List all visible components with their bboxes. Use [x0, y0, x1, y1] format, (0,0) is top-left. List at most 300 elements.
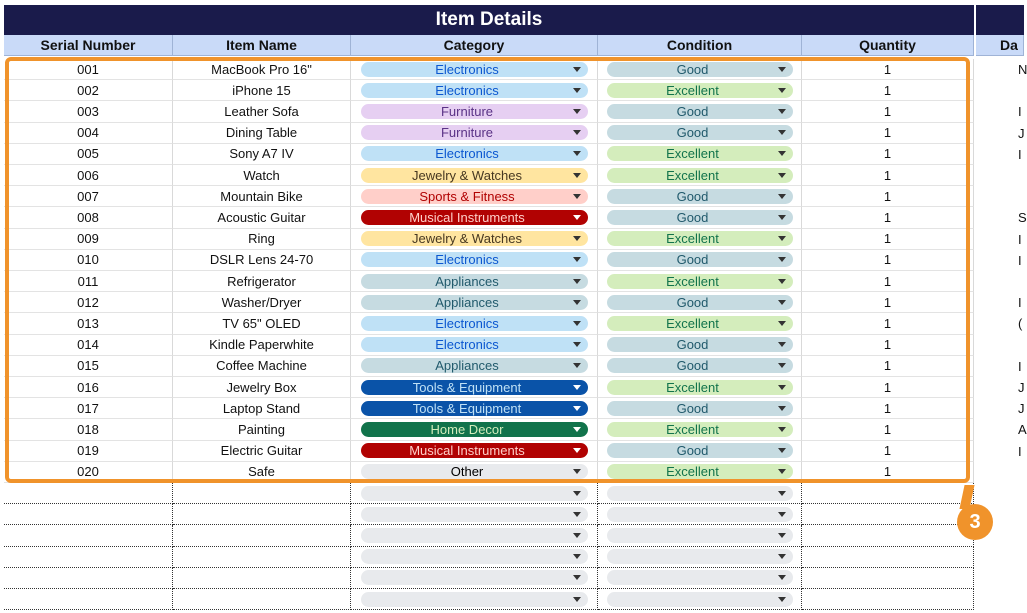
cell-qty[interactable] — [802, 335, 974, 356]
date-cell-fragment: I — [1018, 252, 1022, 268]
dropdown-arrow-icon[interactable] — [778, 427, 786, 432]
dropdown-arrow-icon[interactable] — [573, 67, 581, 72]
cell-serial[interactable] — [4, 186, 173, 207]
cell-category[interactable] — [351, 186, 598, 207]
cell-qty[interactable] — [802, 504, 974, 525]
dropdown-arrow-icon[interactable] — [778, 597, 786, 602]
cell-qty[interactable] — [802, 271, 974, 292]
condition-dropdown[interactable] — [607, 316, 793, 331]
condition-dropdown[interactable] — [607, 337, 793, 352]
cell-serial[interactable] — [4, 483, 173, 504]
serial-value: 018 — [77, 421, 99, 437]
cell-name[interactable] — [173, 483, 351, 504]
cell-condition[interactable] — [598, 313, 802, 334]
cell-serial[interactable] — [4, 144, 173, 165]
cell-qty[interactable] — [802, 292, 974, 313]
category-dropdown[interactable] — [361, 443, 588, 458]
cell-serial[interactable] — [4, 313, 173, 334]
dropdown-arrow-icon[interactable] — [573, 130, 581, 135]
cell-category[interactable] — [351, 568, 598, 589]
cell-condition[interactable] — [598, 250, 802, 271]
serial-value: 009 — [77, 231, 99, 247]
dropdown-arrow-icon[interactable] — [778, 130, 786, 135]
cell-serial[interactable] — [4, 589, 173, 610]
cell-condition[interactable] — [598, 589, 802, 610]
cell-serial[interactable] — [4, 441, 173, 462]
condition-dropdown[interactable] — [607, 358, 793, 373]
dropdown-arrow-icon[interactable] — [573, 406, 581, 411]
serial-value: 012 — [77, 294, 99, 310]
dropdown-arrow-icon[interactable] — [573, 215, 581, 220]
dropdown-arrow-icon[interactable] — [573, 469, 581, 474]
cell-condition[interactable] — [598, 186, 802, 207]
serial-value: 015 — [77, 358, 99, 374]
header-date-partial[interactable]: Da — [976, 35, 1024, 56]
cell-qty[interactable] — [802, 80, 974, 101]
cell-category[interactable] — [351, 356, 598, 377]
condition-dropdown[interactable] — [607, 528, 793, 543]
serial-value: 020 — [77, 464, 99, 480]
category-label: Home Decor — [430, 421, 504, 437]
category-dropdown[interactable] — [361, 486, 588, 501]
date-cell-fragment: ( — [1018, 316, 1023, 332]
condition-dropdown[interactable] — [607, 443, 793, 458]
condition-dropdown[interactable] — [607, 252, 793, 267]
cell-qty[interactable] — [802, 229, 974, 250]
annotation-badge: 3 — [957, 504, 993, 540]
cell-condition[interactable] — [598, 165, 802, 186]
dropdown-arrow-icon[interactable] — [778, 109, 786, 114]
dropdown-arrow-icon[interactable] — [573, 173, 581, 178]
category-dropdown[interactable] — [361, 316, 588, 331]
dropdown-arrow-icon[interactable] — [778, 300, 786, 305]
condition-label: Excellent — [666, 464, 719, 480]
category-label: Tools & Equipment — [412, 400, 522, 416]
cell-name[interactable] — [173, 59, 351, 80]
cell-qty[interactable] — [802, 525, 974, 546]
cell-name[interactable] — [173, 271, 351, 292]
category-label: Electronics — [435, 337, 499, 353]
cell-name[interactable] — [173, 250, 351, 271]
cell-serial[interactable] — [4, 207, 173, 228]
name-value: DSLR Lens 24-70 — [209, 252, 314, 268]
cell-condition[interactable] — [598, 292, 802, 313]
cell-condition[interactable] — [598, 568, 802, 589]
condition-dropdown[interactable] — [607, 146, 793, 161]
condition-label: Good — [676, 294, 709, 310]
cell-condition[interactable] — [598, 525, 802, 546]
cell-serial[interactable] — [4, 292, 173, 313]
condition-dropdown[interactable] — [607, 125, 793, 140]
category-dropdown[interactable] — [361, 549, 588, 564]
cell-serial[interactable] — [4, 547, 173, 568]
condition-label: Good — [676, 209, 709, 225]
cell-condition[interactable] — [598, 123, 802, 144]
cell-category[interactable] — [351, 101, 598, 122]
date-cell-fragment: A — [1018, 422, 1027, 438]
cell-condition[interactable] — [598, 80, 802, 101]
condition-dropdown[interactable] — [607, 168, 793, 183]
table-row — [0, 441, 1024, 462]
category-dropdown[interactable] — [361, 401, 588, 416]
cell-qty[interactable] — [802, 483, 974, 504]
category-dropdown[interactable] — [361, 252, 588, 267]
cell-serial[interactable] — [4, 525, 173, 546]
cell-qty[interactable] — [802, 186, 974, 207]
serial-value: 008 — [77, 209, 99, 225]
qty-value: 1 — [883, 443, 892, 459]
condition-dropdown[interactable] — [607, 592, 793, 607]
category-dropdown[interactable] — [361, 146, 588, 161]
dropdown-arrow-icon[interactable] — [778, 448, 786, 453]
cell-serial[interactable] — [4, 568, 173, 589]
cell-qty[interactable] — [802, 441, 974, 462]
category-label: Tools & Equipment — [412, 379, 522, 395]
cell-name[interactable] — [173, 377, 351, 398]
dropdown-arrow-icon[interactable] — [778, 279, 786, 284]
dropdown-arrow-icon[interactable] — [573, 491, 581, 496]
dropdown-arrow-icon[interactable] — [778, 67, 786, 72]
cell-name[interactable] — [173, 504, 351, 525]
condition-dropdown[interactable] — [607, 570, 793, 585]
dropdown-arrow-icon[interactable] — [573, 554, 581, 559]
condition-dropdown[interactable] — [607, 295, 793, 310]
cell-condition[interactable] — [598, 547, 802, 568]
cell-serial[interactable] — [4, 462, 173, 483]
dropdown-arrow-icon[interactable] — [573, 109, 581, 114]
dropdown-arrow-icon[interactable] — [778, 533, 786, 538]
dropdown-arrow-icon[interactable] — [778, 342, 786, 347]
condition-label: Good — [676, 252, 709, 268]
condition-dropdown[interactable] — [607, 549, 793, 564]
name-value: MacBook Pro 16" — [211, 61, 312, 77]
cell-qty[interactable] — [802, 144, 974, 165]
serial-value: 003 — [77, 103, 99, 119]
cell-category[interactable] — [351, 462, 598, 483]
category-label: Furniture — [440, 125, 494, 141]
dropdown-arrow-icon[interactable] — [778, 321, 786, 326]
table-row — [0, 123, 1024, 144]
cell-name[interactable] — [173, 207, 351, 228]
serial-value: 002 — [77, 82, 99, 98]
cell-qty[interactable] — [802, 568, 974, 589]
header-quantity[interactable]: Quantity — [802, 35, 974, 56]
cell-serial[interactable] — [4, 356, 173, 377]
cell-name[interactable] — [173, 547, 351, 568]
category-dropdown[interactable] — [361, 295, 588, 310]
cell-serial[interactable] — [4, 504, 173, 525]
cell-name[interactable] — [173, 123, 351, 144]
header-serial-number[interactable]: Serial Number — [4, 35, 173, 56]
cell-condition[interactable] — [598, 377, 802, 398]
name-value: Jewelry Box — [226, 379, 297, 395]
cell-condition[interactable] — [598, 419, 802, 440]
cell-condition[interactable] — [598, 504, 802, 525]
cell-category[interactable] — [351, 144, 598, 165]
table-row — [0, 250, 1024, 271]
cell-condition[interactable] — [598, 398, 802, 419]
cell-qty[interactable] — [802, 59, 974, 80]
cell-category[interactable] — [351, 547, 598, 568]
cell-serial[interactable] — [4, 229, 173, 250]
cell-category[interactable] — [351, 313, 598, 334]
dropdown-arrow-icon[interactable] — [778, 236, 786, 241]
qty-value: 1 — [883, 294, 892, 310]
cell-category[interactable] — [351, 377, 598, 398]
cell-qty[interactable] — [802, 589, 974, 610]
cell-category[interactable] — [351, 80, 598, 101]
cell-serial[interactable] — [4, 101, 173, 122]
dropdown-arrow-icon[interactable] — [573, 257, 581, 262]
cell-category[interactable] — [351, 250, 598, 271]
cell-condition[interactable] — [598, 271, 802, 292]
dropdown-arrow-icon[interactable] — [573, 88, 581, 93]
cell-qty[interactable] — [802, 250, 974, 271]
cell-category[interactable] — [351, 123, 598, 144]
category-dropdown[interactable] — [361, 210, 588, 225]
header-item-name[interactable]: Item Name — [173, 35, 351, 56]
cell-category[interactable] — [351, 271, 598, 292]
dropdown-arrow-icon[interactable] — [573, 427, 581, 432]
dropdown-arrow-icon[interactable] — [573, 151, 581, 156]
condition-label: Good — [676, 337, 709, 353]
cell-condition[interactable] — [598, 441, 802, 462]
cell-name[interactable] — [173, 292, 351, 313]
serial-value: 013 — [77, 315, 99, 331]
header-condition[interactable]: Condition — [598, 35, 802, 56]
dropdown-arrow-icon[interactable] — [573, 300, 581, 305]
cell-name[interactable] — [173, 335, 351, 356]
cell-category[interactable] — [351, 207, 598, 228]
cell-name[interactable] — [173, 80, 351, 101]
condition-dropdown[interactable] — [607, 507, 793, 522]
dropdown-arrow-icon[interactable] — [778, 512, 786, 517]
table-row — [0, 356, 1024, 377]
condition-dropdown[interactable] — [607, 401, 793, 416]
dropdown-arrow-icon[interactable] — [778, 469, 786, 474]
category-dropdown[interactable] — [361, 528, 588, 543]
category-dropdown[interactable] — [361, 337, 588, 352]
condition-label: Excellent — [666, 421, 719, 437]
category-dropdown[interactable] — [361, 83, 588, 98]
date-cell-fragment: I — [1018, 295, 1022, 311]
condition-dropdown[interactable] — [607, 422, 793, 437]
condition-dropdown[interactable] — [607, 231, 793, 246]
cell-serial[interactable] — [4, 59, 173, 80]
table-row — [0, 229, 1024, 250]
cell-qty[interactable] — [802, 462, 974, 483]
header-category[interactable]: Category — [351, 35, 598, 56]
serial-value: 001 — [77, 61, 99, 77]
cell-qty[interactable] — [802, 398, 974, 419]
condition-dropdown[interactable] — [607, 464, 793, 479]
cell-category[interactable] — [351, 165, 598, 186]
dropdown-arrow-icon[interactable] — [573, 597, 581, 602]
category-dropdown[interactable] — [361, 168, 588, 183]
cell-name[interactable] — [173, 356, 351, 377]
cell-condition[interactable] — [598, 101, 802, 122]
cell-name[interactable] — [173, 229, 351, 250]
cell-name[interactable] — [173, 525, 351, 546]
cell-category[interactable] — [351, 419, 598, 440]
cell-serial[interactable] — [4, 165, 173, 186]
cell-name[interactable] — [173, 101, 351, 122]
category-dropdown[interactable] — [361, 125, 588, 140]
category-dropdown[interactable] — [361, 464, 588, 479]
category-dropdown[interactable] — [361, 422, 588, 437]
cell-category[interactable] — [351, 335, 598, 356]
dropdown-arrow-icon[interactable] — [778, 194, 786, 199]
cell-qty[interactable] — [802, 123, 974, 144]
dropdown-arrow-icon[interactable] — [778, 575, 786, 580]
cell-name[interactable] — [173, 419, 351, 440]
dropdown-arrow-icon[interactable] — [778, 151, 786, 156]
category-dropdown[interactable] — [361, 274, 588, 289]
cell-qty[interactable] — [802, 356, 974, 377]
cell-category[interactable] — [351, 229, 598, 250]
table-row — [0, 377, 1024, 398]
cell-condition[interactable] — [598, 335, 802, 356]
cell-category[interactable] — [351, 504, 598, 525]
cell-condition[interactable] — [598, 462, 802, 483]
cell-name[interactable] — [173, 441, 351, 462]
qty-value: 1 — [883, 61, 892, 77]
dropdown-arrow-icon[interactable] — [573, 512, 581, 517]
cell-condition[interactable] — [598, 59, 802, 80]
table-row — [0, 419, 1027, 440]
cell-qty[interactable] — [802, 313, 974, 334]
cell-name[interactable] — [173, 568, 351, 589]
cell-condition[interactable] — [598, 483, 802, 504]
condition-dropdown[interactable] — [607, 380, 793, 395]
category-label: Electronics — [435, 82, 499, 98]
empty-row — [0, 568, 1024, 589]
qty-value: 1 — [883, 209, 892, 225]
category-label: Musical Instruments — [409, 443, 525, 459]
dropdown-arrow-icon[interactable] — [573, 236, 581, 241]
cell-serial[interactable] — [4, 398, 173, 419]
cell-category[interactable] — [351, 441, 598, 462]
dropdown-arrow-icon[interactable] — [573, 279, 581, 284]
dropdown-arrow-icon[interactable] — [778, 491, 786, 496]
condition-dropdown[interactable] — [607, 486, 793, 501]
dropdown-arrow-icon[interactable] — [778, 88, 786, 93]
category-label: Other — [450, 464, 484, 480]
cell-name[interactable] — [173, 165, 351, 186]
qty-value: 1 — [883, 273, 892, 289]
category-dropdown[interactable] — [361, 592, 588, 607]
condition-dropdown[interactable] — [607, 210, 793, 225]
cell-condition[interactable] — [598, 144, 802, 165]
category-dropdown[interactable] — [361, 104, 588, 119]
cell-condition[interactable] — [598, 356, 802, 377]
cell-serial[interactable] — [4, 377, 173, 398]
condition-dropdown[interactable] — [607, 189, 793, 204]
cell-category[interactable] — [351, 525, 598, 546]
category-label: Jewelry & Watches — [411, 167, 523, 183]
dropdown-arrow-icon[interactable] — [778, 257, 786, 262]
dropdown-arrow-icon[interactable] — [573, 363, 581, 368]
cell-serial[interactable] — [4, 250, 173, 271]
condition-label: Good — [676, 125, 709, 141]
dropdown-arrow-icon[interactable] — [778, 554, 786, 559]
cell-category[interactable] — [351, 398, 598, 419]
name-value: Acoustic Guitar — [217, 209, 306, 225]
qty-value: 1 — [883, 464, 892, 480]
condition-dropdown[interactable] — [607, 104, 793, 119]
qty-value: 1 — [883, 125, 892, 141]
condition-dropdown[interactable] — [607, 83, 793, 98]
cell-category[interactable] — [351, 483, 598, 504]
dropdown-arrow-icon[interactable] — [573, 194, 581, 199]
date-cell-fragment: J — [1018, 380, 1025, 395]
cell-name[interactable] — [173, 398, 351, 419]
dropdown-arrow-icon[interactable] — [778, 406, 786, 411]
cell-serial[interactable] — [4, 123, 173, 144]
cell-serial[interactable] — [4, 335, 173, 356]
category-dropdown[interactable] — [361, 570, 588, 585]
cell-serial[interactable] — [4, 271, 173, 292]
date-cell-fragment: S — [1018, 210, 1027, 226]
condition-dropdown[interactable] — [607, 274, 793, 289]
cell-qty[interactable] — [802, 101, 974, 122]
category-dropdown[interactable] — [361, 507, 588, 522]
cell-qty[interactable] — [802, 207, 974, 228]
dropdown-arrow-icon[interactable] — [573, 575, 581, 580]
cell-serial[interactable] — [4, 80, 173, 101]
dropdown-arrow-icon[interactable] — [778, 215, 786, 220]
qty-value: 1 — [883, 358, 892, 374]
category-label: Appliances — [435, 358, 499, 374]
dropdown-arrow-icon[interactable] — [573, 448, 581, 453]
dropdown-arrow-icon[interactable] — [778, 385, 786, 390]
cell-category[interactable] — [351, 59, 598, 80]
category-dropdown[interactable] — [361, 380, 588, 395]
cell-name[interactable] — [173, 186, 351, 207]
condition-label: Good — [676, 61, 709, 77]
name-value: Kindle Paperwhite — [209, 337, 314, 353]
dropdown-arrow-icon[interactable] — [573, 533, 581, 538]
cell-qty[interactable] — [802, 377, 974, 398]
cell-qty[interactable] — [802, 419, 974, 440]
empty-row — [0, 483, 1024, 504]
cell-qty[interactable] — [802, 165, 974, 186]
name-value: Electric Guitar — [220, 443, 303, 459]
condition-label: Excellent — [666, 231, 719, 247]
category-dropdown[interactable] — [361, 231, 588, 246]
dropdown-arrow-icon[interactable] — [573, 321, 581, 326]
cell-name[interactable] — [173, 144, 351, 165]
cell-qty[interactable] — [802, 547, 974, 568]
category-dropdown[interactable] — [361, 62, 588, 77]
cell-condition[interactable] — [598, 229, 802, 250]
cell-name[interactable] — [173, 462, 351, 483]
dropdown-arrow-icon[interactable] — [778, 363, 786, 368]
category-dropdown[interactable] — [361, 358, 588, 373]
cell-condition[interactable] — [598, 207, 802, 228]
cell-category[interactable] — [351, 589, 598, 610]
dropdown-arrow-icon[interactable] — [778, 173, 786, 178]
dropdown-arrow-icon[interactable] — [573, 385, 581, 390]
category-dropdown[interactable] — [361, 189, 588, 204]
name-value: TV 65" OLED — [222, 315, 301, 331]
cell-serial[interactable] — [4, 419, 173, 440]
cell-category[interactable] — [351, 292, 598, 313]
cell-name[interactable] — [173, 589, 351, 610]
cell-name[interactable] — [173, 313, 351, 334]
condition-dropdown[interactable] — [607, 62, 793, 77]
dropdown-arrow-icon[interactable] — [573, 342, 581, 347]
